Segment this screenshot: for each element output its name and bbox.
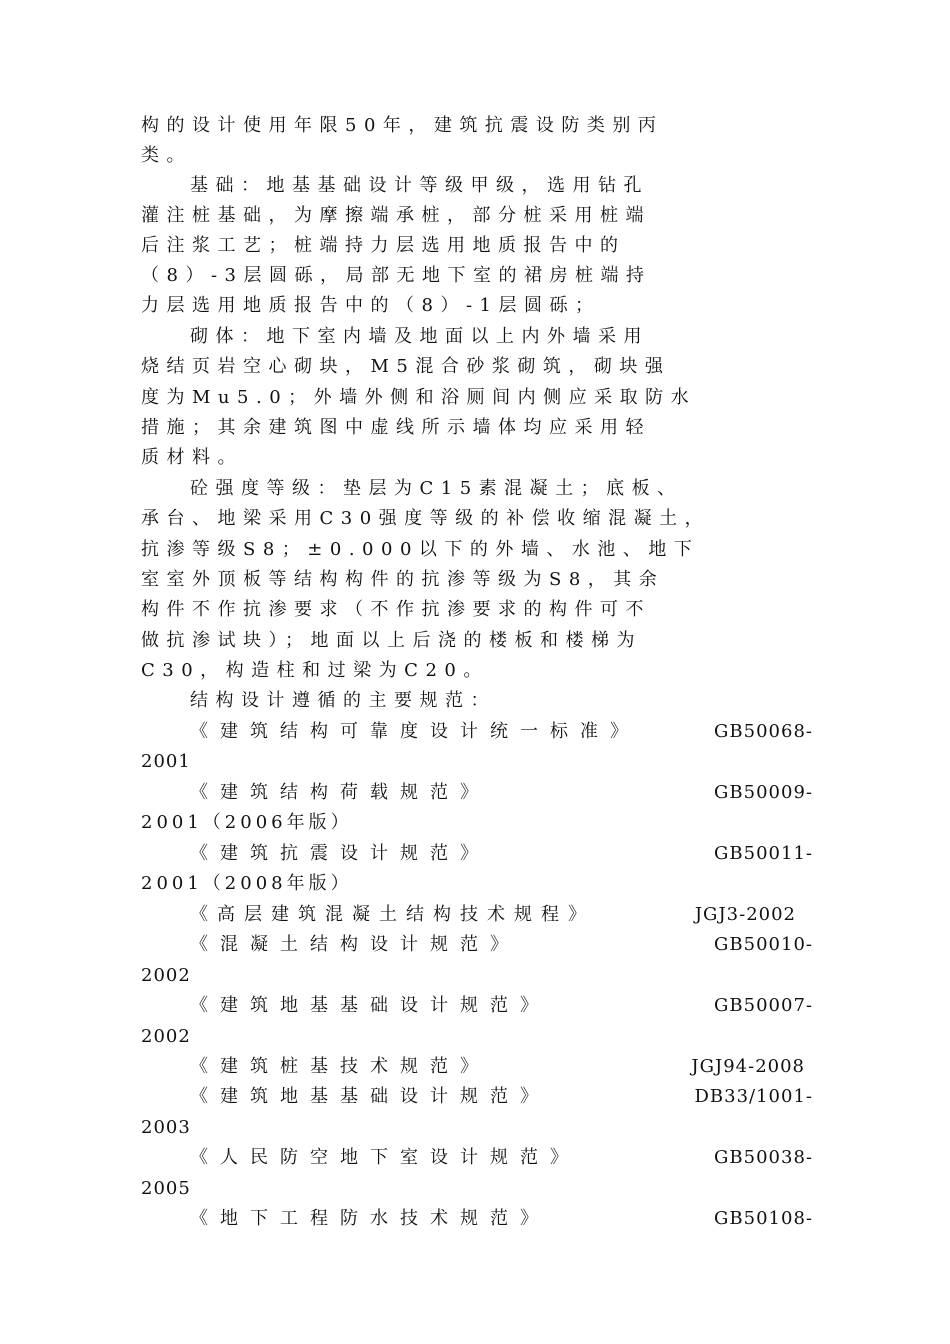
standard-code: JGJ94-2008 xyxy=(691,1056,805,1077)
standard-code: DB33/1001- xyxy=(694,1086,813,1107)
standard-title: 《建筑结构可靠度设计统一标准》 xyxy=(190,721,640,742)
standard-code: GB50068- xyxy=(714,721,813,742)
text-line: 质材料。 xyxy=(141,447,243,468)
standard-code-continuation: 2005 xyxy=(141,1178,191,1199)
text-line: 烧结页岩空心砌块，M5混合砂浆砌筑，砌块强 xyxy=(141,356,671,377)
standard-title: 《建筑结构荷载规范》 xyxy=(190,782,490,803)
standard-title: 《建筑地基基础设计规范》 xyxy=(190,1086,550,1107)
standard-item xyxy=(0,900,813,930)
standard-item xyxy=(0,1082,813,1112)
text-line: 室室外顶板等结构构件的抗渗等级为S8，其余 xyxy=(141,569,665,590)
standard-code: GB50007- xyxy=(714,995,813,1016)
text-line: 灌注桩基础，为摩擦端承桩，部分桩采用桩端 xyxy=(141,205,651,226)
text-line: 力层选用地质报告中的（8）-1层圆砾； xyxy=(141,295,601,316)
text-line: 措施；其余建筑图中虚线所示墙体均应采用轻 xyxy=(141,417,651,438)
standard-code: JGJ3-2002 xyxy=(694,904,796,925)
text-line: （8）-3层圆砾，局部无地下室的裙房桩端持 xyxy=(141,265,652,286)
standard-title: 《高层建筑混凝土结构技术规程》 xyxy=(190,904,595,925)
standard-code-continuation: 2002 xyxy=(141,965,191,986)
standard-title: 《建筑桩基技术规范》 xyxy=(190,1056,490,1077)
text-line: C30，构造柱和过梁为C20。 xyxy=(141,660,489,681)
standard-title: 《建筑抗震设计规范》 xyxy=(190,843,490,864)
standard-code: GB50038- xyxy=(714,1147,813,1168)
standard-code-continuation: 2002 xyxy=(141,1026,191,1047)
standard-code-continuation: 2003 xyxy=(141,1117,191,1138)
text-line: 构的设计使用年限50年，建筑抗震设防类别丙 xyxy=(141,115,664,136)
standard-title: 《地下工程防水技术规范》 xyxy=(190,1208,550,1229)
standard-code-continuation: 2001（2008年版） xyxy=(141,873,353,894)
text-line: 度为Mu5.0；外墙外侧和浴厕间内侧应采取防水 xyxy=(141,387,697,408)
text-line: 砌体：地下室内墙及地面以上内外墙采用 xyxy=(190,326,649,347)
text-line: 类。 xyxy=(141,145,192,166)
standard-item xyxy=(0,930,813,960)
section-heading: 结构设计遵循的主要规范： xyxy=(190,690,496,711)
standard-item xyxy=(0,1052,813,1082)
standard-item xyxy=(0,991,813,1021)
text-line: 砼强度等级：垫层为C15素混凝土；底板、 xyxy=(190,478,683,499)
standard-code-continuation: 2001 xyxy=(141,751,191,772)
standard-item xyxy=(0,1143,813,1173)
standard-code-continuation: 2001（2006年版） xyxy=(141,812,353,833)
standard-item xyxy=(0,717,813,747)
standard-code: GB50010- xyxy=(714,934,813,955)
standard-title: 《人民防空地下室设计规范》 xyxy=(190,1147,580,1168)
standard-code: GB50009- xyxy=(714,782,813,803)
standard-title: 《混凝土结构设计规范》 xyxy=(190,934,520,955)
standard-code: GB50011- xyxy=(714,843,813,864)
standard-item xyxy=(0,778,813,808)
standard-item xyxy=(0,839,813,869)
text-line: 后注浆工艺；桩端持力层选用地质报告中的 xyxy=(141,235,626,256)
standard-item xyxy=(0,1204,813,1234)
standard-code: GB50108- xyxy=(714,1208,813,1229)
standard-title: 《建筑地基基础设计规范》 xyxy=(190,995,550,1016)
text-line: 抗渗等级S8；±0.000以下的外墙、水池、地下 xyxy=(141,539,700,560)
text-line: 做抗渗试块）；地面以上后浇的楼板和楼梯为 xyxy=(141,630,642,651)
text-line: 基础：地基基础设计等级甲级，选用钻孔 xyxy=(190,175,649,196)
text-line: 承台、地梁采用C30强度等级的补偿收缩混凝土， xyxy=(141,508,711,529)
text-line: 构件不作抗渗要求（不作抗渗要求的构件可不 xyxy=(141,599,651,620)
